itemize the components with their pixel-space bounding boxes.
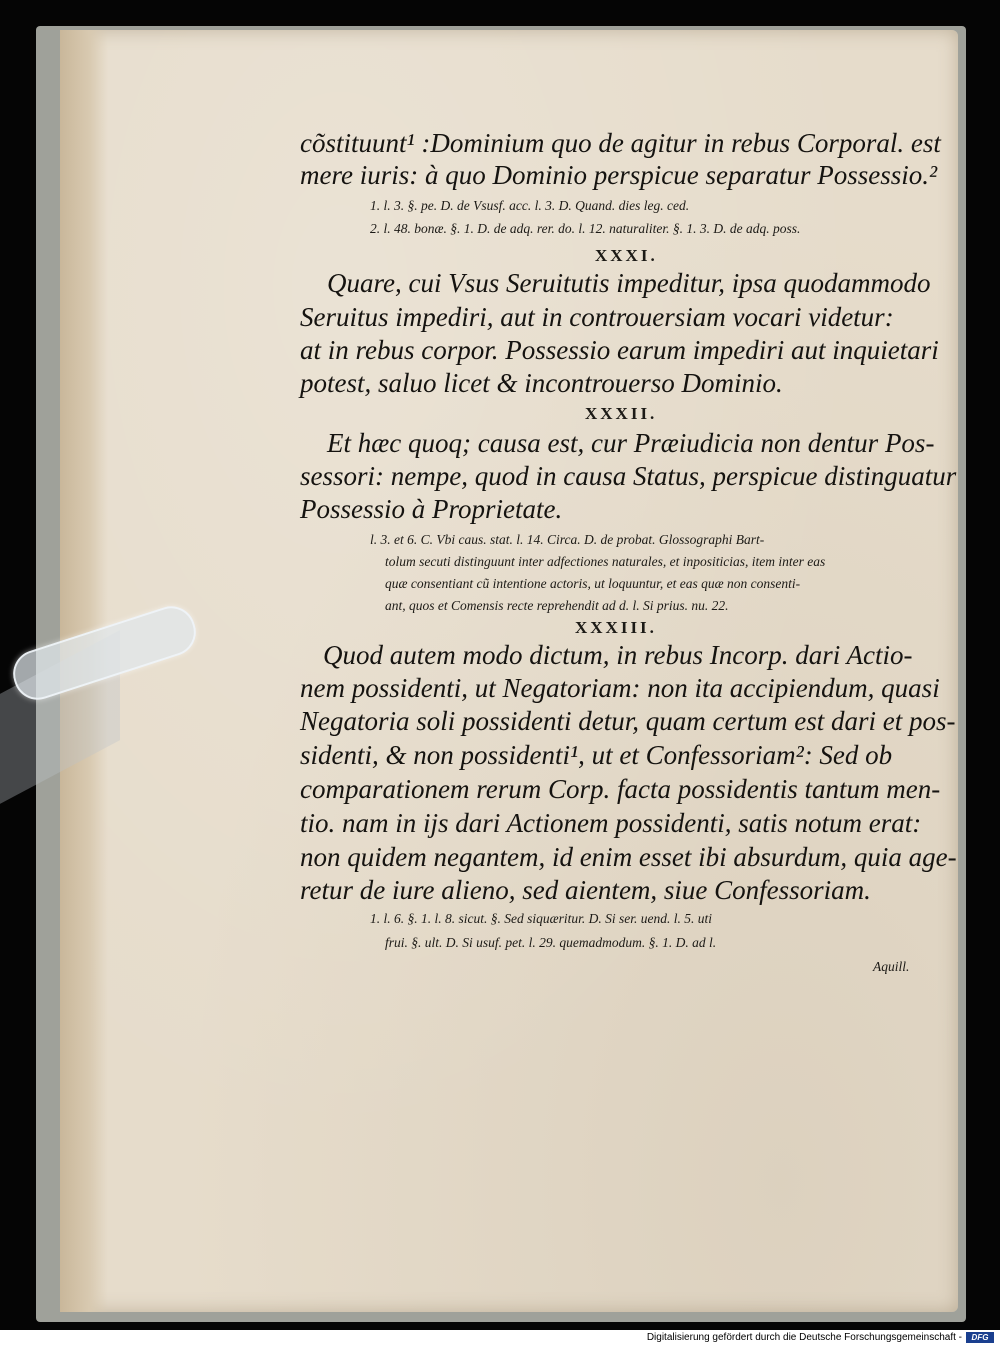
- text-line: sessori: nempe, quod in causa Status, perspicue distinguatur: [300, 461, 957, 491]
- text-line: Et hæc quoq; causa est, cur Præiudicia non dentur Pos-: [327, 428, 935, 458]
- footnote-line: quæ consentiant cũ intentione actoris, ut loquuntur, et eas quæ non consenti-: [385, 576, 801, 591]
- text-line: Negatoria soli possidenti detur, quam certum est dari et pos-: [300, 706, 956, 736]
- footnote-line: 2. l. 48. bonæ. §. 1. D. de adq. rer. do. l. 12. naturaliter. §. 1. 3. D. de adq. poss.: [370, 221, 801, 236]
- text-line: tio. nam in ijs dari Actionem possidenti, satis notum erat:: [300, 808, 922, 838]
- text-line: nem possidenti, ut Negatoriam: non ita accipiendum, quasi: [300, 673, 940, 703]
- funding-notice: Digitalisierung gefördert durch die Deutsche Forschungsgemeinschaft -: [646, 1332, 962, 1343]
- text-line: comparationem rerum Corp. facta possidentis tantum men-: [300, 774, 941, 804]
- text-line: mere iuris: à quo Dominio perspicue separatur Possessio.²: [300, 160, 938, 190]
- dfg-logo: DFG: [966, 1332, 994, 1343]
- text-line: non quidem negantem, id enim esset ibi absurdum, quia age-: [300, 842, 957, 872]
- text-line: Quod autem modo dictum, in rebus Incorp. dari Actio-: [323, 640, 913, 670]
- footnote-line: tolum secuti distinguunt inter adfectiones naturales, et inpositicias, item inter eas: [385, 554, 826, 569]
- text-line: potest, saluo licet & incontrouerso Dominio.: [300, 368, 783, 398]
- text-line: cõstituunt¹ :Dominium quo de agitur in rebus Corporal. est: [300, 128, 941, 158]
- text-line: Seruitus impediri, aut in controuersiam vocari videtur:: [300, 302, 894, 332]
- section-heading-xxxiii: XXXIII.: [575, 618, 657, 637]
- document-text: [285, 0, 955, 1330]
- section-heading-xxxii: XXXII.: [585, 404, 658, 423]
- footnote-line: ant, quos et Comensis recte reprehendit ad d. l. Si prius. nu. 22.: [385, 598, 729, 613]
- footnote-line: 1. l. 6. §. 1. l. 8. sicut. §. Sed siquæritur. D. Si ser. uend. l. 5. uti: [370, 911, 713, 926]
- text-line: at in rebus corpor. Possessio earum impediri aut inquietari: [300, 335, 939, 365]
- text-line: sidenti, & non possidenti¹, ut et Confessoriam²: Sed ob: [300, 740, 893, 770]
- text-line: retur de iure alieno, sed aientem, siue Confessoriam.: [300, 875, 871, 905]
- dfg-footer: [0, 1330, 1000, 1345]
- footnote-line: l. 3. et 6. C. Vbi caus. stat. l. 14. Circa. D. de probat. Glossographi Bart-: [370, 532, 765, 547]
- footnote-line: frui. §. ult. D. Si usuf. pet. l. 29. quemadmodum. §. 1. D. ad l.: [385, 935, 717, 950]
- footnote-line: 1. l. 3. §. pe. D. de Vsusf. acc. l. 3. D. Quand. dies leg. ced.: [370, 198, 690, 213]
- text-line: Quare, cui Vsus Seruitutis impeditur, ipsa quodammodo: [327, 268, 931, 298]
- text-line: Possessio à Proprietate.: [300, 494, 563, 524]
- section-heading-xxxi: XXXI.: [595, 246, 658, 265]
- footnote-line: Aquill.: [873, 959, 910, 974]
